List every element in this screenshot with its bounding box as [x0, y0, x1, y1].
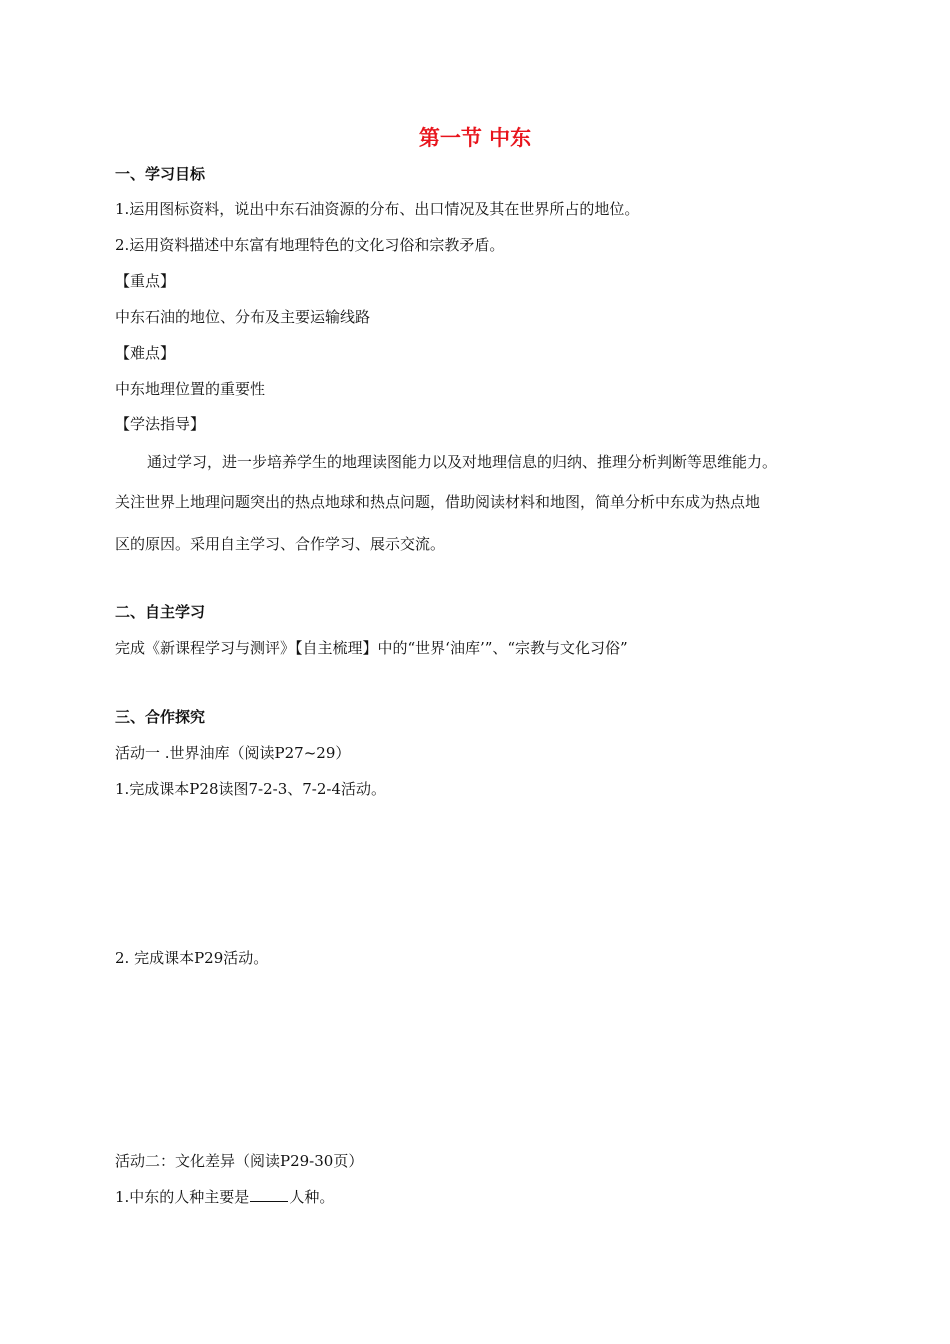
section-heading-self-study: 二、自主学习	[115, 603, 206, 621]
difficulty-text: 中东地理位置的重要性	[115, 380, 266, 398]
method-paragraph-line-1: 通过学习，进一步培养学生的地理读图能力以及对地理信息的归纳、推理分析判断等思维能力。	[147, 453, 778, 471]
fill-in-blank[interactable]	[250, 1187, 288, 1202]
key-point-text: 中东石油的地位、分布及主要运输线路	[115, 308, 371, 326]
method-paragraph-line-3: 区的原因。采用自主学习、合作学习、展示交流。	[115, 535, 446, 553]
difficulty-label: 【难点】	[115, 344, 176, 362]
activity-1-item-2: 2. 完成课本P29活动。	[115, 949, 269, 967]
activity-2-item-1-suffix: 人种。	[289, 1188, 335, 1206]
section-heading-objectives: 一、学习目标	[115, 165, 206, 183]
method-label: 【学法指导】	[115, 415, 206, 433]
objective-2: 2.运用资料描述中东富有地理特色的文化习俗和宗教矛盾。	[115, 236, 505, 254]
key-point-label: 【重点】	[115, 272, 176, 290]
section-heading-cooperation: 三、合作探究	[115, 708, 206, 726]
activity-2-item-1-prefix: 1.中东的人种主要是	[115, 1188, 250, 1206]
activity-1-item-1: 1.完成课本P28读图7-2-3、7-2-4活动。	[115, 780, 387, 798]
self-study-text: 完成《新课程学习与测评》【自主梳理】中的“世界‘油库’”、“宗教与文化习俗”	[115, 639, 628, 657]
method-paragraph-line-2: 关注世界上地理问题突出的热点地球和热点问题，借助阅读材料和地图，简单分析中东成为热点地	[115, 493, 761, 511]
activity-1-title: 活动一 .世界油库（阅读P27~29）	[115, 744, 351, 762]
activity-2-title: 活动二：文化差异（阅读P29-30页）	[115, 1152, 364, 1170]
document-title: 第一节 中东	[418, 126, 532, 150]
activity-2-item-1	[115, 1187, 334, 1207]
objective-1: 1.运用图标资料，说出中东石油资源的分布、出口情况及其在世界所占的地位。	[115, 200, 640, 218]
